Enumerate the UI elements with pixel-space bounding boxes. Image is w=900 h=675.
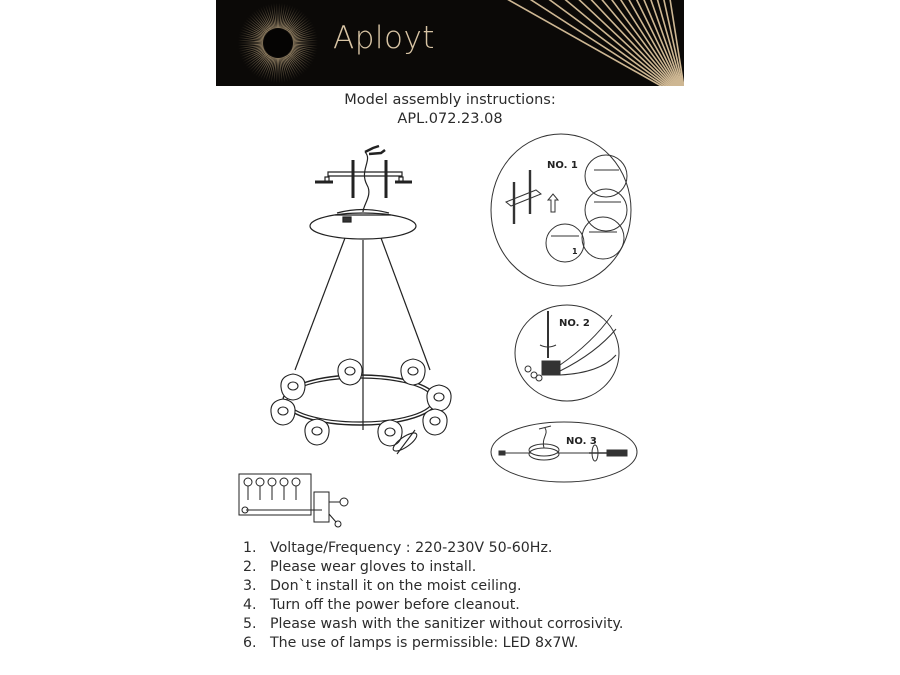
note-item: 1. Voltage/Frequency : 220-230V 50-60Hz. (243, 540, 553, 556)
note-item: 6. The use of lamps is permissible: LED 8x7W. (243, 635, 579, 652)
step-2-label: NO. 2 (559, 318, 590, 329)
model-number: APL.072.23.08 (397, 111, 503, 127)
sunburst-logo-icon (216, 0, 684, 86)
step-3-diagram (489, 420, 639, 484)
step-2-diagram (512, 303, 622, 403)
step-3-label: NO. 3 (566, 436, 597, 447)
step-1-diagram (489, 132, 634, 290)
instruction-notes-list (243, 539, 623, 654)
wiring-diagram (236, 470, 350, 528)
svg-text:1: 1 (572, 247, 578, 256)
brand-banner (216, 0, 684, 86)
chandelier-exploded-diagram (255, 140, 465, 460)
brand-logo-text: Aployt (333, 20, 435, 56)
note-item: 2. Please wear gloves to install. (243, 559, 477, 576)
note-item: 5. Please wash with the sanitizer without corrosivity. (243, 616, 624, 633)
step-1-label: NO. 1 (547, 160, 578, 171)
note-item: 4. Turn off the power before cleanout. (243, 597, 520, 614)
note-item: 3. Don`t install it on the moist ceiling. (243, 578, 522, 595)
document-title: Model assembly instructions: (344, 92, 556, 108)
